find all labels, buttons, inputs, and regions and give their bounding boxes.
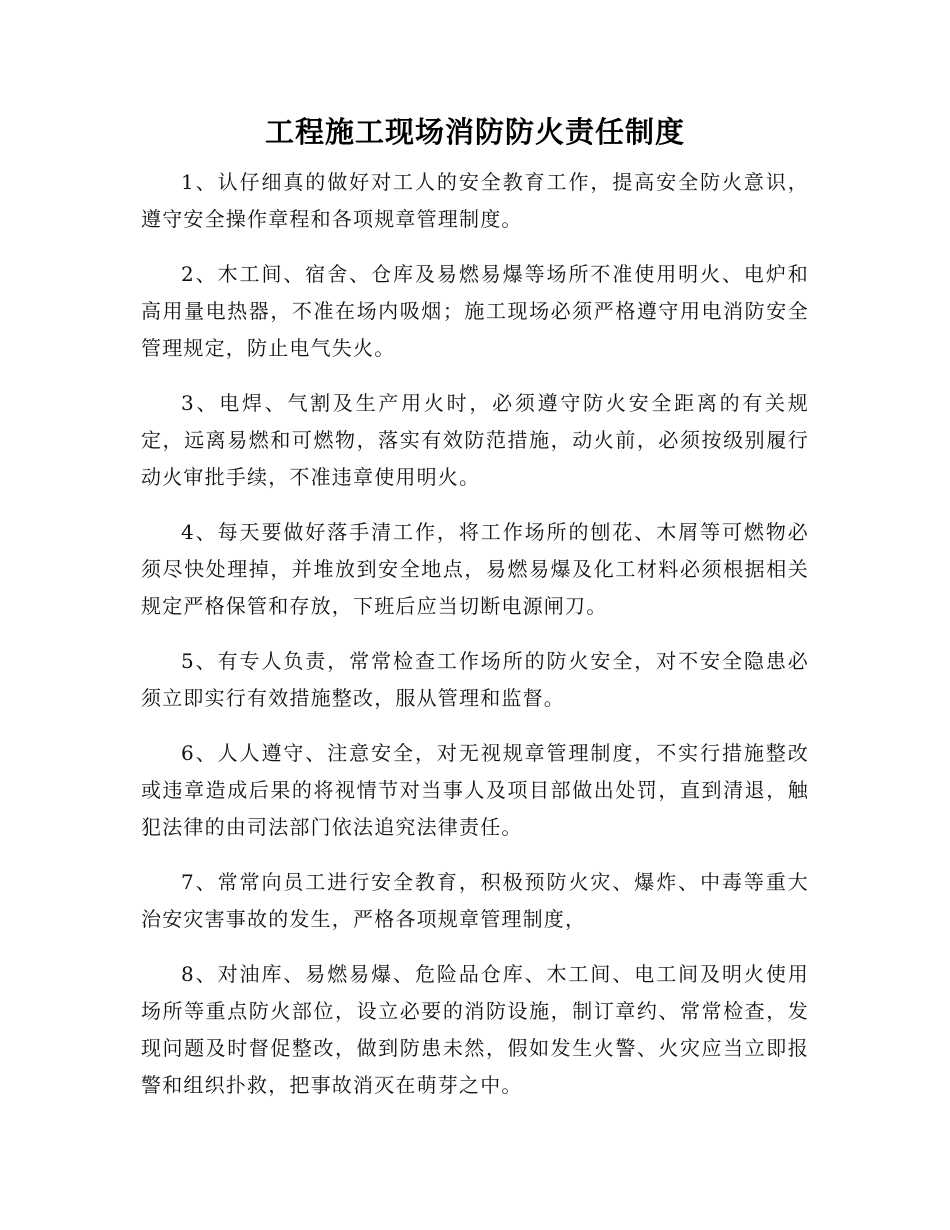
paragraph-3: 3、电焊、气割及生产用火时，必须遵守防火安全距离的有关规定，远离易燃和可燃物，落实有效防范措施，动火前，必须按级别履行动火审批手续，不准违章使用明火。 <box>141 391 809 489</box>
paragraph-5: 5、有专人负责，常常检查工作场所的防火安全，对不安全隐患必须立即实行有效措施整改，服从管理和监督。 <box>141 649 809 710</box>
paragraph-4: 4、每天要做好落手清工作，将工作场所的刨花、木屑等可燃物必须尽快处理掉，并堆放到安全地点，易燃易爆及化工材料必须根据相关规定严格保管和存放，下班后应当切断电源闸刀。 <box>141 520 809 618</box>
paragraph-1: 1、认仔细真的做好对工人的安全教育工作，提高安全防火意识，遵守安全操作章程和各项规章管理制度。 <box>141 170 809 231</box>
paragraph-8: 8、对油库、易燃易爆、危险品仓库、木工间、电工间及明火使用场所等重点防火部位，设立必要的消防设施，制订章约、常常检查，发现问题及时督促整改，做到防患未然，假如发生火警、火灾应当立即报警和组织扑救，把事故消灭在萌芽之中。 <box>141 962 809 1097</box>
document-title: 工程施工现场消防防火责任制度 <box>264 115 685 149</box>
paragraph-6: 6、人人遵守、注意安全，对无视规章管理制度，不实行措施整改或违章造成后果的将视情节对当事人及项目部做出处罚，直到清退，触犯法律的由司法部门依法追究法律责任。 <box>141 741 809 839</box>
paragraph-2: 2、木工间、宿舍、仓库及易燃易爆等场所不准使用明火、电炉和高用量电热器，不准在场内吸烟；施工现场必须严格遵守用电消防安全管理规定，防止电气失火。 <box>141 262 809 360</box>
paragraph-7: 7、常常向员工进行安全教育，积极预防火灾、爆炸、中毒等重大治安灾害事故的发生，严格各项规章管理制度， <box>141 870 809 931</box>
document-body <box>141 164 809 1122</box>
